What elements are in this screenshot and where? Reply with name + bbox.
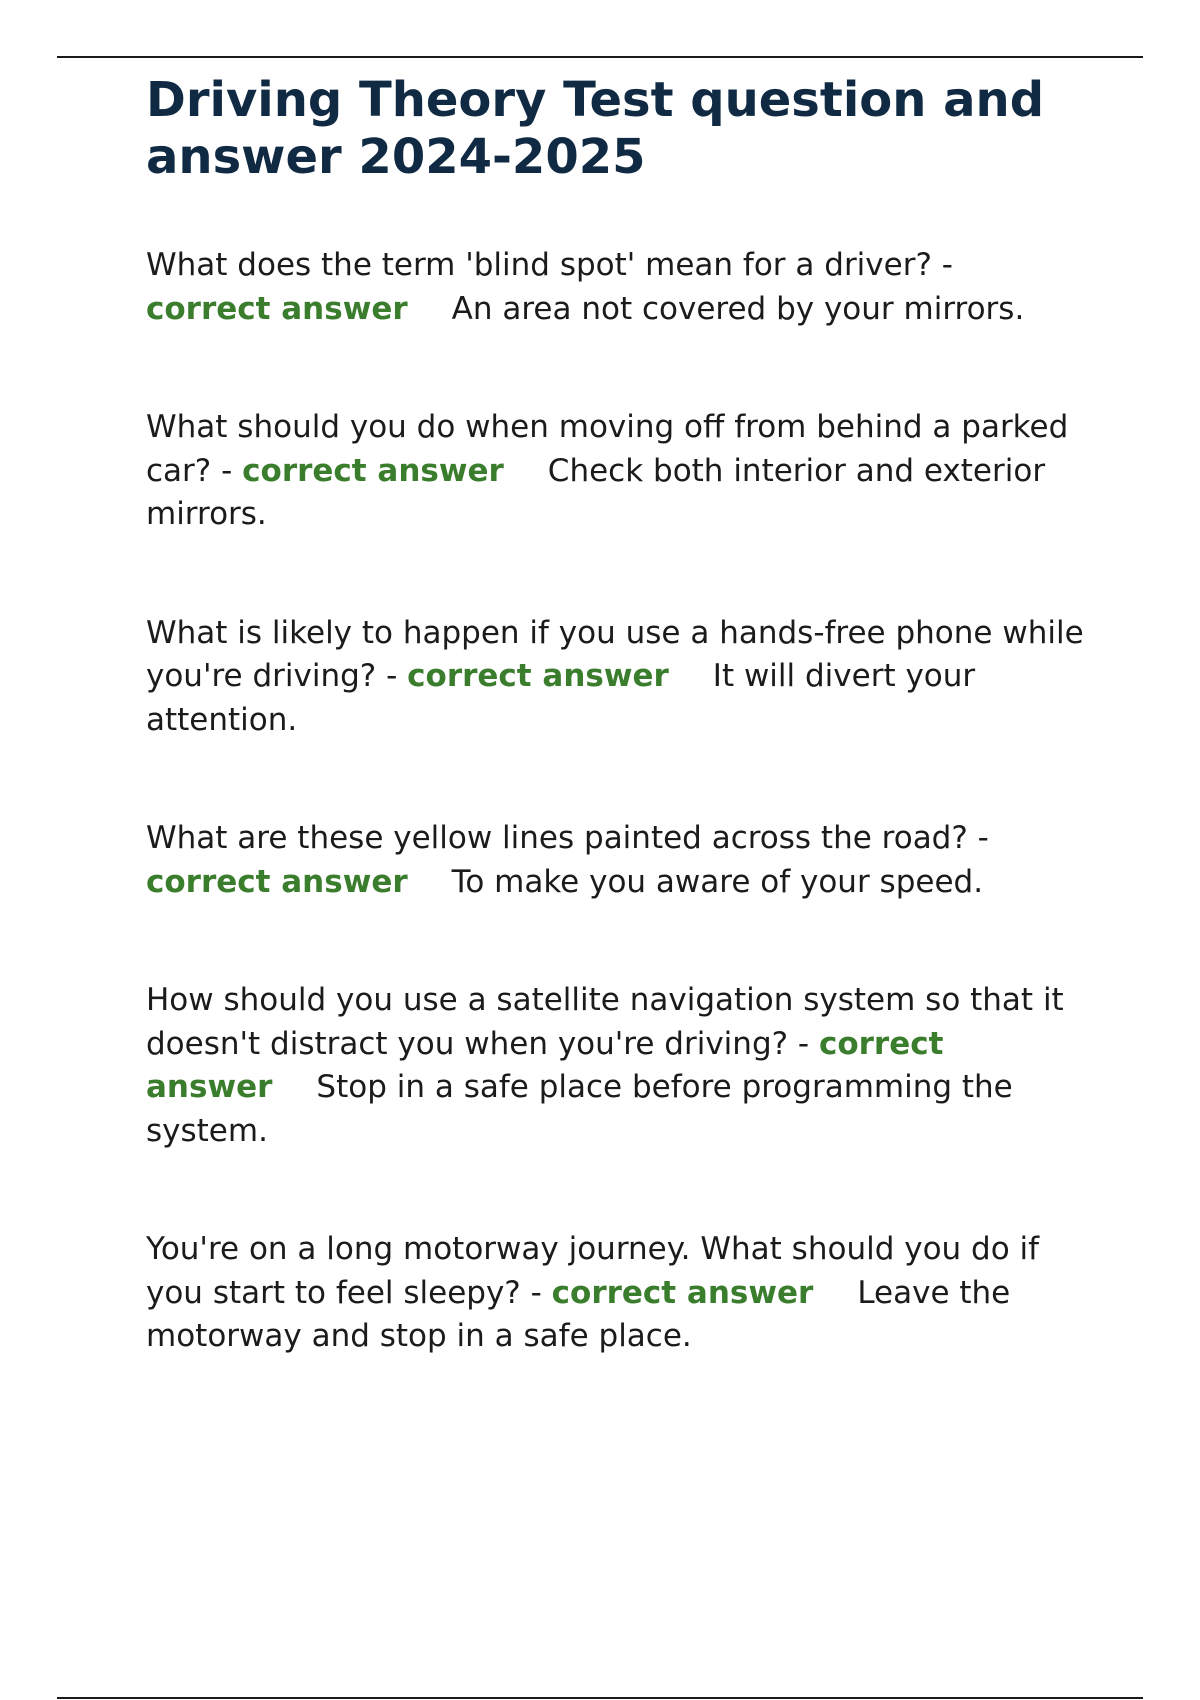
correct-answer-marker: correct answer <box>242 452 504 489</box>
correct-answer-marker: correct answer <box>146 290 408 327</box>
question-text: What is likely to happen if you use a hands-free phone while you're driving? - <box>146 614 1084 694</box>
answer-text: Leave the motorway and stop in a safe place. <box>146 1274 1011 1354</box>
correct-answer-marker: correct answer <box>146 863 408 900</box>
bottom-divider <box>57 1697 1143 1699</box>
question-text: How should you use a satellite navigation system so that it doesn't distract you when you're driving? - <box>146 982 1064 1062</box>
question-text: You're on a long motorway journey. What should you do if you start to feel sleepy? - <box>146 1231 1040 1311</box>
question-text: What should you do when moving off from behind a parked car? - <box>146 409 1069 489</box>
qa-list <box>146 244 1086 1359</box>
top-divider <box>57 56 1143 58</box>
answer-text: To make you aware of your speed. <box>451 863 984 900</box>
answer-text: An area not covered by your mirrors. <box>451 290 1025 327</box>
answer-text: It will divert your attention. <box>146 658 976 738</box>
qa-item <box>146 612 1086 743</box>
qa-item <box>146 406 1086 537</box>
answer-text: Stop in a safe place before programming the system. <box>146 1069 1013 1149</box>
correct-answer-marker: correct answer <box>146 1025 944 1105</box>
qa-item <box>146 1228 1086 1359</box>
correct-answer-marker: correct answer <box>551 1274 814 1311</box>
qa-item <box>146 244 1086 331</box>
question-text: What does the term 'blind spot' mean for a driver? - <box>146 247 953 283</box>
page-title: Driving Theory Test question and answer 2024-2025 <box>146 72 1045 185</box>
question-text: What are these yellow lines painted across the road? - <box>146 820 989 856</box>
document-content <box>146 72 1086 1434</box>
answer-text: Check both interior and exterior mirrors. <box>146 452 1046 532</box>
qa-item <box>146 817 1086 904</box>
qa-item <box>146 979 1086 1153</box>
correct-answer-marker: correct answer <box>407 658 669 694</box>
